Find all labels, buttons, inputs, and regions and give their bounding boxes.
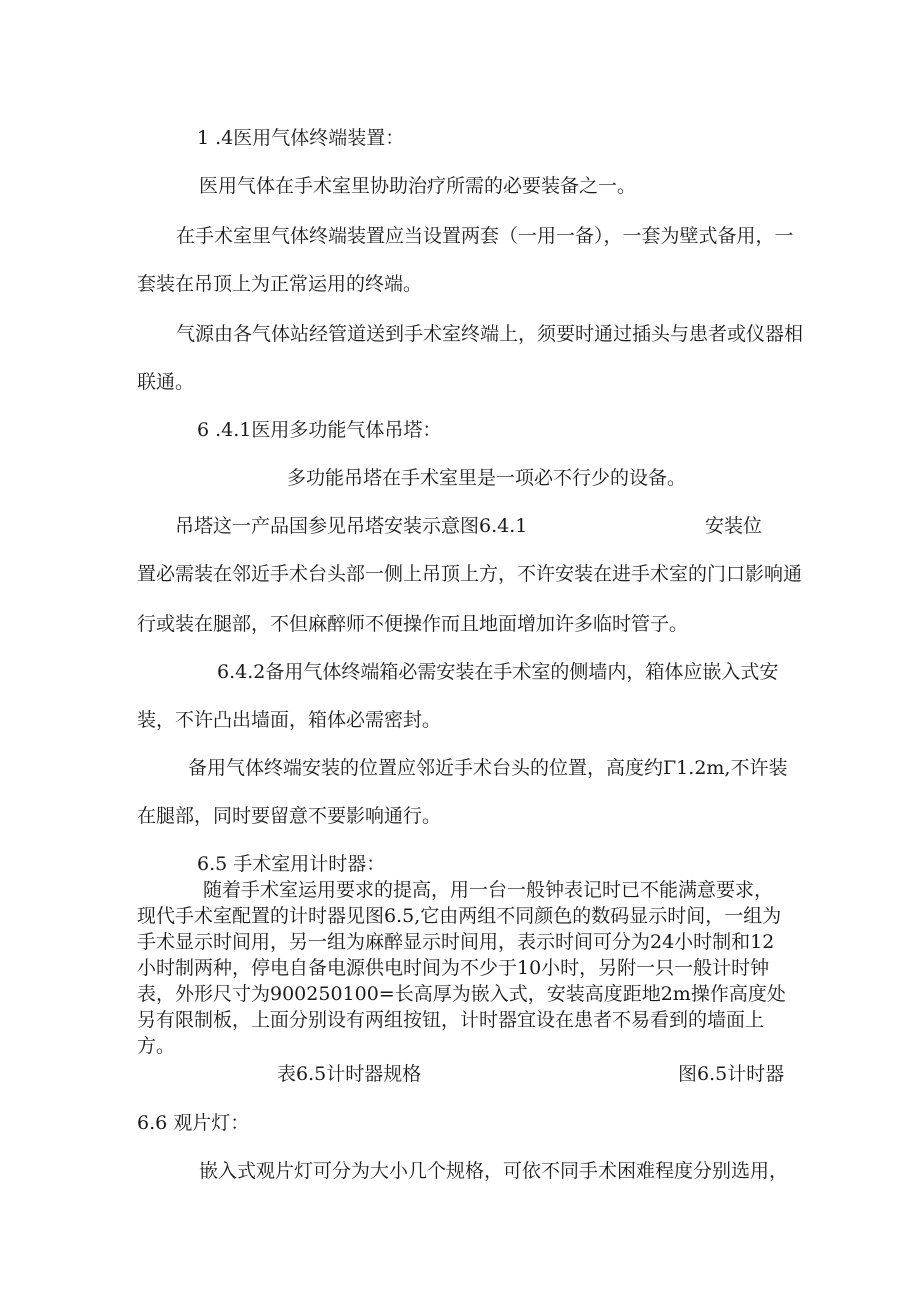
paragraph-line: 医用气体在手术室里协助治疗所需的必要装备之一。 — [199, 175, 637, 197]
paragraph-line: 气源由各气体站经管道送到手术室终端上，须要时通过插头与患者或仪器相 — [176, 323, 804, 345]
paragraph-line: 备用气体终端安装的位置应邻近手术台头的位置，高度约Γ1.2m,不许装 — [188, 757, 788, 779]
paragraph-line: 多功能吊塔在手术室里是一项必不行少的设备。 — [287, 467, 687, 489]
paragraph-line: 嵌入式观片灯可分为大小几个规格，可依不同手术困难程度分别选用， — [199, 1160, 789, 1182]
paragraph-line: 套装在吊顶上为正常运用的终端。 — [137, 273, 423, 295]
paragraph-line: 联通。 — [137, 371, 195, 393]
section-heading-6-4-2: 6.4.2备用气体终端箱必需安装在手术室的侧墙内，箱体应嵌入式安 — [217, 661, 779, 683]
table-caption: 表6.5计时器规格 — [277, 1063, 422, 1085]
section-heading-6-4-1: 6 .4.1医用多功能气体吊塔： — [197, 419, 442, 441]
section-heading-6-6: 6.6 观片灯： — [137, 1112, 250, 1134]
paragraph-line: 在手术室里气体终端装置应当设置两套（一用一备），一套为壁式备用，一 — [176, 225, 794, 247]
paragraph-line: 在腿部，同时要留意不要影响通行。 — [137, 805, 442, 827]
paragraph-line: 装，不许凸出墙面，箱体必需密封。 — [137, 709, 442, 731]
timer-paragraph: 随着手术室运用要求的提高，用一台一般钟表记时已不能满意要求，现代手术室配置的计时器见图6.5,它由两组不同颜色的数码显示时间，一组为手术显示时间用，另一组为麻醉显示时间用，表示时间可分为24小时制和12小时制两种，停电自备电源供电时间为不少于10小时，另附一只一般计时钟表，外形尺寸为900250100=长高厚为嵌入式，安装高度距地2m操作高度处另有限制板，上面分别设有两组按钮，计时器宜设在患者不易看到的墙面上方。 — [137, 879, 786, 1057]
paragraph-line: 行或装在腿部，不但麻醉师不便操作而且地面增加许多临时管子。 — [137, 613, 689, 635]
section-heading-6-4: 1 .4医用气体终端装置： — [197, 127, 405, 149]
paragraph-line: 置必需装在邻近手术台头部一侧上吊顶上方，不许安装在进手术室的门口影响通 — [137, 563, 803, 585]
figure-caption: 图6.5计时器 — [678, 1063, 785, 1085]
paragraph-line: 安装位 — [705, 515, 763, 537]
section-heading-6-5: 6.5 手术室用计时器： — [197, 853, 386, 875]
paragraph-line: 吊塔这一产品国参见吊塔安装示意图6.4.1 — [175, 515, 528, 537]
